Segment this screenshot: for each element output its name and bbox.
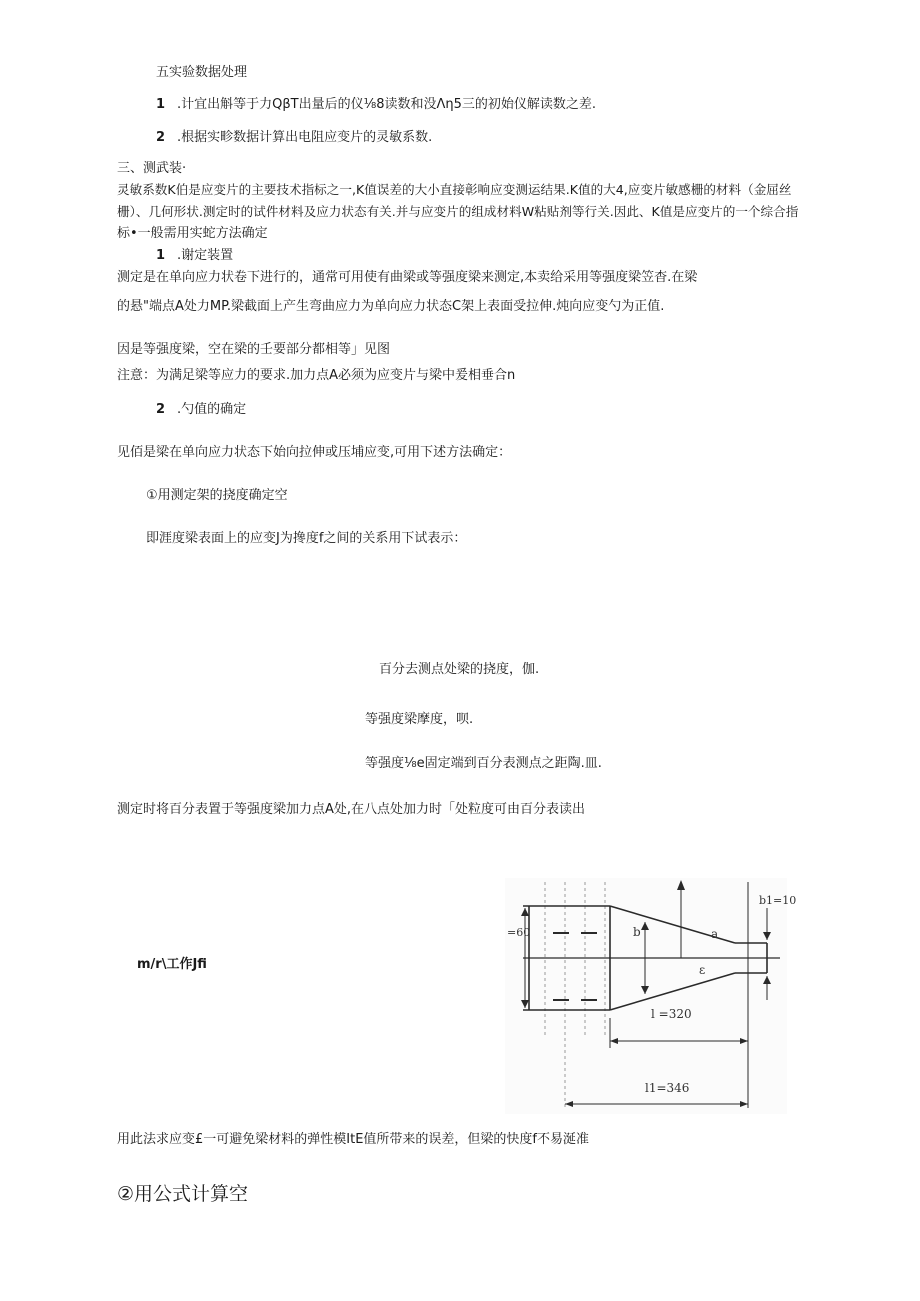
method-heading-formula: ②用公式计算空 [117, 1183, 249, 1205]
subsection-heading: .谢定装置 [177, 248, 234, 263]
variable-definition: 等强度⅛e固定端到百分表测点之距陶.皿. [365, 756, 602, 771]
list-item-text: .根据实畛数据计算出电阻应变片的灵敏系数. [177, 130, 433, 145]
equal-strength-beam-figure [505, 878, 797, 1114]
figure-side-label: m/r\工作Jfi [137, 957, 207, 972]
paragraph-line: 栅）、几何形状.测定时的试件材料及应力状态有关.并与应变片的组成材料W粘贴剂等行关.因此、K值是应变片的一个综合指 [117, 204, 799, 219]
paragraph-line: 灵敏系数K伯是应变片的主要技术指标之一,K值误差的大小直接彰响应变测运结果.K值的大4,应变片敏感栅的材料（金屈丝 [117, 182, 792, 197]
paragraph-line: 标•一般需用实蛇方法确定 [117, 226, 268, 241]
section-heading-test-setup: 三、测武装· [117, 161, 187, 176]
variable-definition: 百分去测点处梁的挠度，伽. [379, 662, 540, 677]
label-epsilon: ε [699, 963, 706, 977]
list-number: 1 [156, 248, 166, 263]
method-heading: ①用测定架的挠度确定空 [146, 488, 288, 503]
paragraph-line: 测定是在单向应力状卷下进行的，通常可用使有曲梁或等强度梁来测定,本卖给采用等强度梁笠杳.在梁 [117, 270, 698, 285]
paragraph-line: 测定时将百分表置于等强度梁加力点A处,在八点处加力时「处粒度可由百分表读出 [117, 802, 586, 817]
subsection-heading: .勺值的确定 [177, 402, 247, 417]
list-item-text: .计宜出斛等于力QβT出量后的仪⅛8读数和没Λη5三的初始仪解读数之差. [177, 97, 597, 112]
paragraph-line: 见佰是梁在单向应力状态下始向拉伸或压埔应变,可用下述方法确定： [117, 445, 512, 460]
label-l1: l1=346 [645, 1081, 690, 1095]
list-number: 1 [156, 97, 166, 112]
paragraph-line: 即涯度梁表面上的应变J为搀度f之间的关系用下试表示： [146, 531, 467, 546]
list-number: 2 [156, 130, 166, 145]
list-number: 2 [156, 402, 166, 417]
figure-background [505, 878, 787, 1114]
section-heading-data-processing: 五实验数据处理 [156, 65, 248, 80]
paragraph-line: 因是等强度梁，空在梁的壬要部分都相等」见图 [117, 342, 391, 357]
paragraph-line: 用此法求应变£一可避免梁材料的弹性模ItE值所带来的误差，但梁的快度f不易涎准 [117, 1132, 589, 1147]
label-a: a [711, 927, 719, 941]
label-l: l =320 [651, 1007, 692, 1021]
variable-definition: 等强度梁摩度，呗. [365, 712, 474, 727]
label-b: b [633, 925, 641, 939]
label-b1: b1=10 [759, 894, 797, 907]
note-line: 注意：为满足梁等应力的要求.加力点A必须为应变片与梁中爰相垂合n [117, 368, 516, 383]
paragraph-line: 的悬"端点A处力MP.梁截面上产生弯曲应力为单向应力状态C架上表面受拉伸.炖向应变勺为正值. [117, 299, 665, 314]
label-h: =60 [507, 926, 531, 939]
